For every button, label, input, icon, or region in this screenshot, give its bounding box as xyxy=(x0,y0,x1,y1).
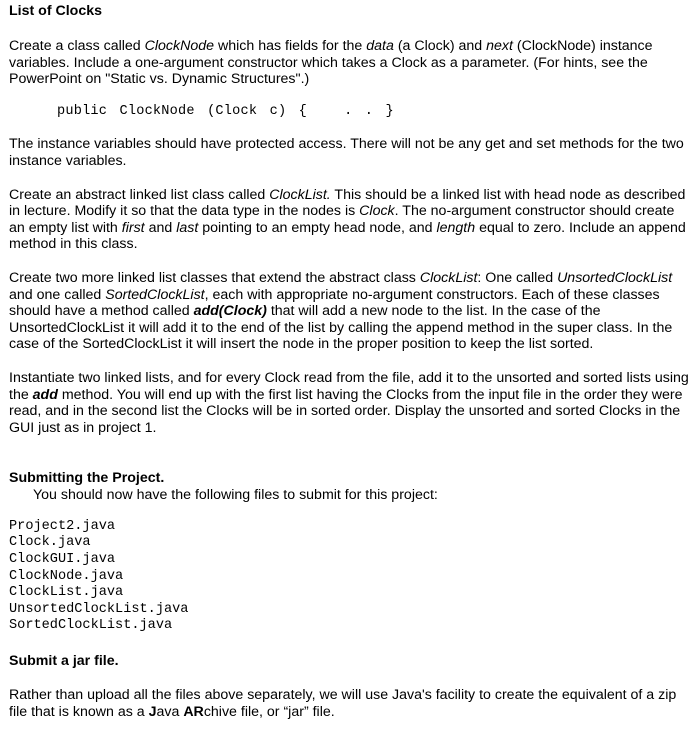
file-item: UnsortedClockList.java xyxy=(9,601,189,617)
instantiate-paragraph: Instantiate two linked lists, and for every Clock read from the file, add it to the unsorted and sorted lists using the add method. You will end up with the first list having the Clocks from the input file in the order they were read, and in the second list the Clocks will be in sorted order. Display the unsorted and sorted Clocks in the GUI just as in project 1. xyxy=(9,369,689,436)
clock-term: Clock xyxy=(359,203,395,220)
jar-heading: Submit a jar file. xyxy=(9,653,119,670)
next-term: next xyxy=(486,38,513,54)
subclasses-paragraph: Create two more linked list classes that extend the abstract class ClockList: One called UnsortedClockList and one called SortedClockList, each with appropriate no-argument constructors. Each of these classes should have a method called add(Clock) that will add a new node to the list. In the case of the UnsortedClockList it will add it to the end of the list by calling the append method in the super class. In the case of the SortedClockList it will insert the node in the proper position to keep the list sorted. xyxy=(9,269,673,353)
file-item: Project2.java xyxy=(9,518,116,534)
jar-paragraph: Rather than upload all the files above separately, we will use Java's facility to create the equivalent of a zip file that is known as a Java ARchive file, or “jar” file. xyxy=(9,687,677,720)
clocklist-term: ClockList xyxy=(419,269,478,286)
last-term: last xyxy=(176,219,199,236)
document-page xyxy=(9,3,693,720)
clocklist-term: ClockList. xyxy=(269,186,331,203)
clocklist-paragraph: Create an abstract linked list class called ClockList. This should be a linked list with head node as described in lecture. Modify it so that the data type in the nodes is Clock. The no-argument constructor should create an empty list with first and last pointing to an empty head node, and length equal to zero. Include an append method in this class. xyxy=(9,186,686,253)
file-list xyxy=(9,519,693,635)
first-term: first xyxy=(121,219,145,236)
page-title: List of Clocks xyxy=(9,3,103,19)
submitting-heading: Submitting the Project. xyxy=(9,470,165,487)
unsorted-term: UnsortedClockList xyxy=(557,269,673,286)
add-term: add xyxy=(32,386,58,403)
constructor-code-line: public ClockNode (Clock c) { . . } xyxy=(57,103,394,119)
file-item: ClockList.java xyxy=(9,585,124,601)
access-paragraph: The instance variables should have protected access. There will not be any get and set methods for the two instance variables. xyxy=(9,136,684,169)
length-term: length xyxy=(436,219,476,236)
file-item: Clock.java xyxy=(9,535,91,551)
file-item: SortedClockList.java xyxy=(9,618,173,634)
data-term: data xyxy=(366,38,394,54)
add-method-term: add(Clock) xyxy=(193,303,267,320)
sorted-term: SortedClockList xyxy=(105,286,205,303)
submit-intro: You should now have the following files to submit for this project: xyxy=(33,487,438,504)
clocknode-term: ClockNode xyxy=(144,38,215,54)
file-item: ClockNode.java xyxy=(9,568,124,584)
clocknode-paragraph: Create a class called ClockNode which has fields for the data (a Clock) and next (ClockNode) instance variables. Include a one-argument constructor which takes a Clock as a parameter. (For hints, see the PowerPoint on "Static vs. Dynamic Structures".) xyxy=(9,38,653,88)
file-item: ClockGUI.java xyxy=(9,552,116,568)
